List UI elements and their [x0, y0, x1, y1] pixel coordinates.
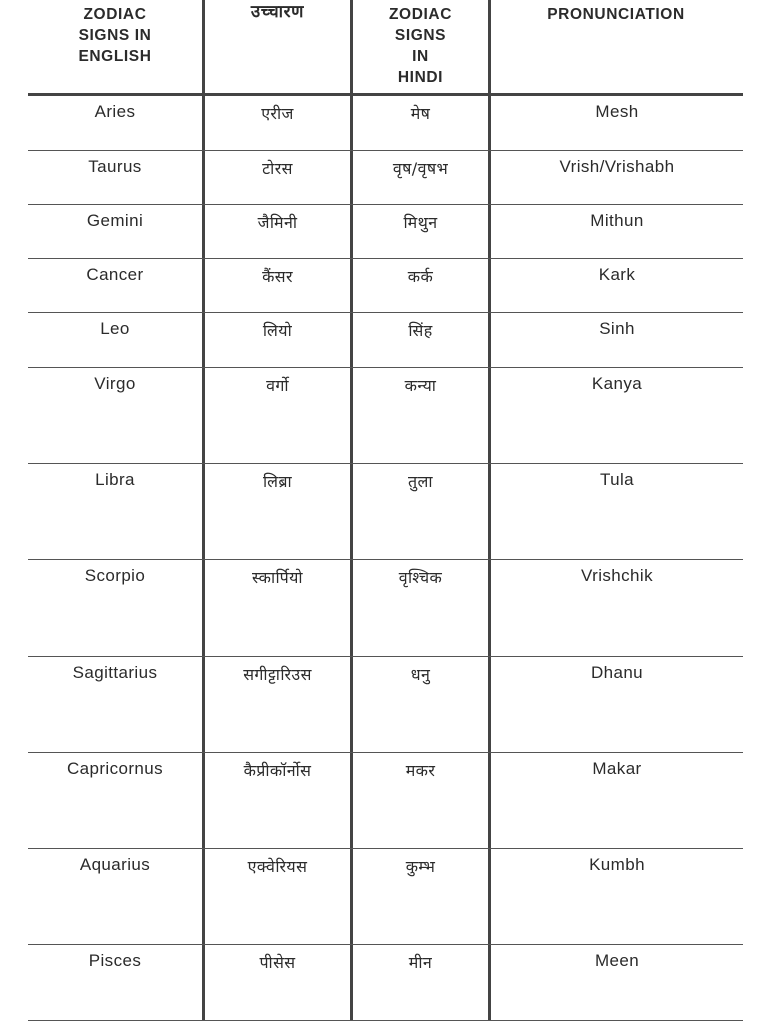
table-row	[28, 753, 743, 849]
header-hindi	[353, 0, 488, 97]
cell-uchcharan: एक्वेरियस	[247, 857, 308, 876]
table-row	[28, 313, 743, 368]
cell-english: Sagittarius	[72, 663, 158, 682]
cell-hindi: वृश्चिक	[398, 568, 443, 587]
cell-pronunciation: Makar	[592, 759, 642, 778]
cell-hindi: सिंह	[408, 321, 433, 340]
cell-uchcharan: कैप्रीकॉर्नोस	[243, 761, 312, 780]
cell-pronunciation: Mithun	[590, 211, 644, 230]
table-row	[28, 464, 743, 560]
cell-pronunciation: Dhanu	[590, 663, 644, 682]
cell-english: Libra	[95, 470, 135, 489]
cell-english: Pisces	[88, 951, 142, 970]
table-row	[28, 151, 743, 205]
cell-uchcharan: कैंसर	[262, 267, 293, 286]
cell-hindi: मिथुन	[403, 213, 438, 232]
cell-uchcharan: लिब्रा	[262, 472, 293, 491]
cell-pronunciation: Sinh	[599, 319, 635, 338]
cell-uchcharan: जैमिनी	[257, 213, 298, 232]
table-row	[28, 96, 743, 151]
table-row	[28, 368, 743, 464]
cell-english: Leo	[100, 319, 130, 338]
cell-pronunciation: Kark	[598, 265, 636, 284]
cell-pronunciation: Vrishchik	[581, 566, 653, 585]
cell-hindi: कन्या	[404, 376, 437, 395]
table-row	[28, 259, 743, 313]
cell-english: Aries	[94, 102, 136, 121]
header-english-line-2: SIGNS IN	[78, 27, 152, 44]
cell-uchcharan: लियो	[262, 321, 293, 340]
cell-hindi: कुम्भ	[405, 857, 436, 876]
cell-pronunciation: Kumbh	[589, 855, 645, 874]
cell-uchcharan: स्कार्पियो	[252, 568, 303, 587]
cell-pronunciation: Kanya	[591, 374, 643, 393]
table-row	[28, 205, 743, 259]
header-uchcharan	[205, 0, 350, 95]
cell-hindi: मकर	[405, 761, 436, 780]
table-row	[28, 945, 743, 1021]
table-row	[28, 849, 743, 945]
cell-english: Cancer	[86, 265, 144, 284]
header-english-line-3: ENGLISH	[78, 48, 152, 65]
cell-english: Gemini	[86, 211, 144, 230]
cell-english: Capricornus	[66, 759, 164, 778]
cell-english: Virgo	[94, 374, 136, 393]
cell-uchcharan: एरीज	[261, 104, 294, 123]
header-pronunciation	[491, 0, 741, 97]
cell-hindi: मेष	[410, 104, 431, 123]
cell-hindi: कर्क	[407, 267, 434, 286]
cell-pronunciation: Tula	[599, 470, 635, 489]
header-english	[28, 0, 202, 97]
cell-english: Taurus	[88, 157, 142, 176]
cell-hindi: तुला	[408, 472, 433, 491]
header-hindi-line-3: IN	[412, 48, 429, 65]
cell-english: Scorpio	[84, 566, 146, 585]
cell-uchcharan: पीसेस	[259, 953, 296, 972]
cell-uchcharan: वर्गो	[266, 376, 289, 395]
header-uchcharan-text: उच्चारण	[250, 2, 305, 22]
header-hindi-line-1: ZODIAC	[388, 6, 452, 23]
cell-hindi: धनु	[410, 665, 431, 684]
header-hindi-line-2: SIGNS	[394, 27, 447, 44]
cell-hindi: मीन	[408, 953, 433, 972]
cell-hindi: वृष/वृषभ	[392, 159, 449, 178]
header-english-line-1: ZODIAC	[83, 6, 147, 23]
cell-pronunciation: Vrish/Vrishabh	[559, 157, 675, 176]
cell-uchcharan: टोरस	[262, 159, 293, 178]
cell-pronunciation: Mesh	[595, 102, 639, 121]
cell-uchcharan: सगीट्टारिउस	[243, 665, 312, 684]
header-pronunciation-text: PRONUNCIATION	[547, 6, 685, 23]
cell-english: Aquarius	[79, 855, 151, 874]
table-row	[28, 657, 743, 753]
table-row	[28, 560, 743, 657]
cell-pronunciation: Meen	[594, 951, 640, 970]
header-hindi-line-4: HINDI	[397, 69, 444, 86]
